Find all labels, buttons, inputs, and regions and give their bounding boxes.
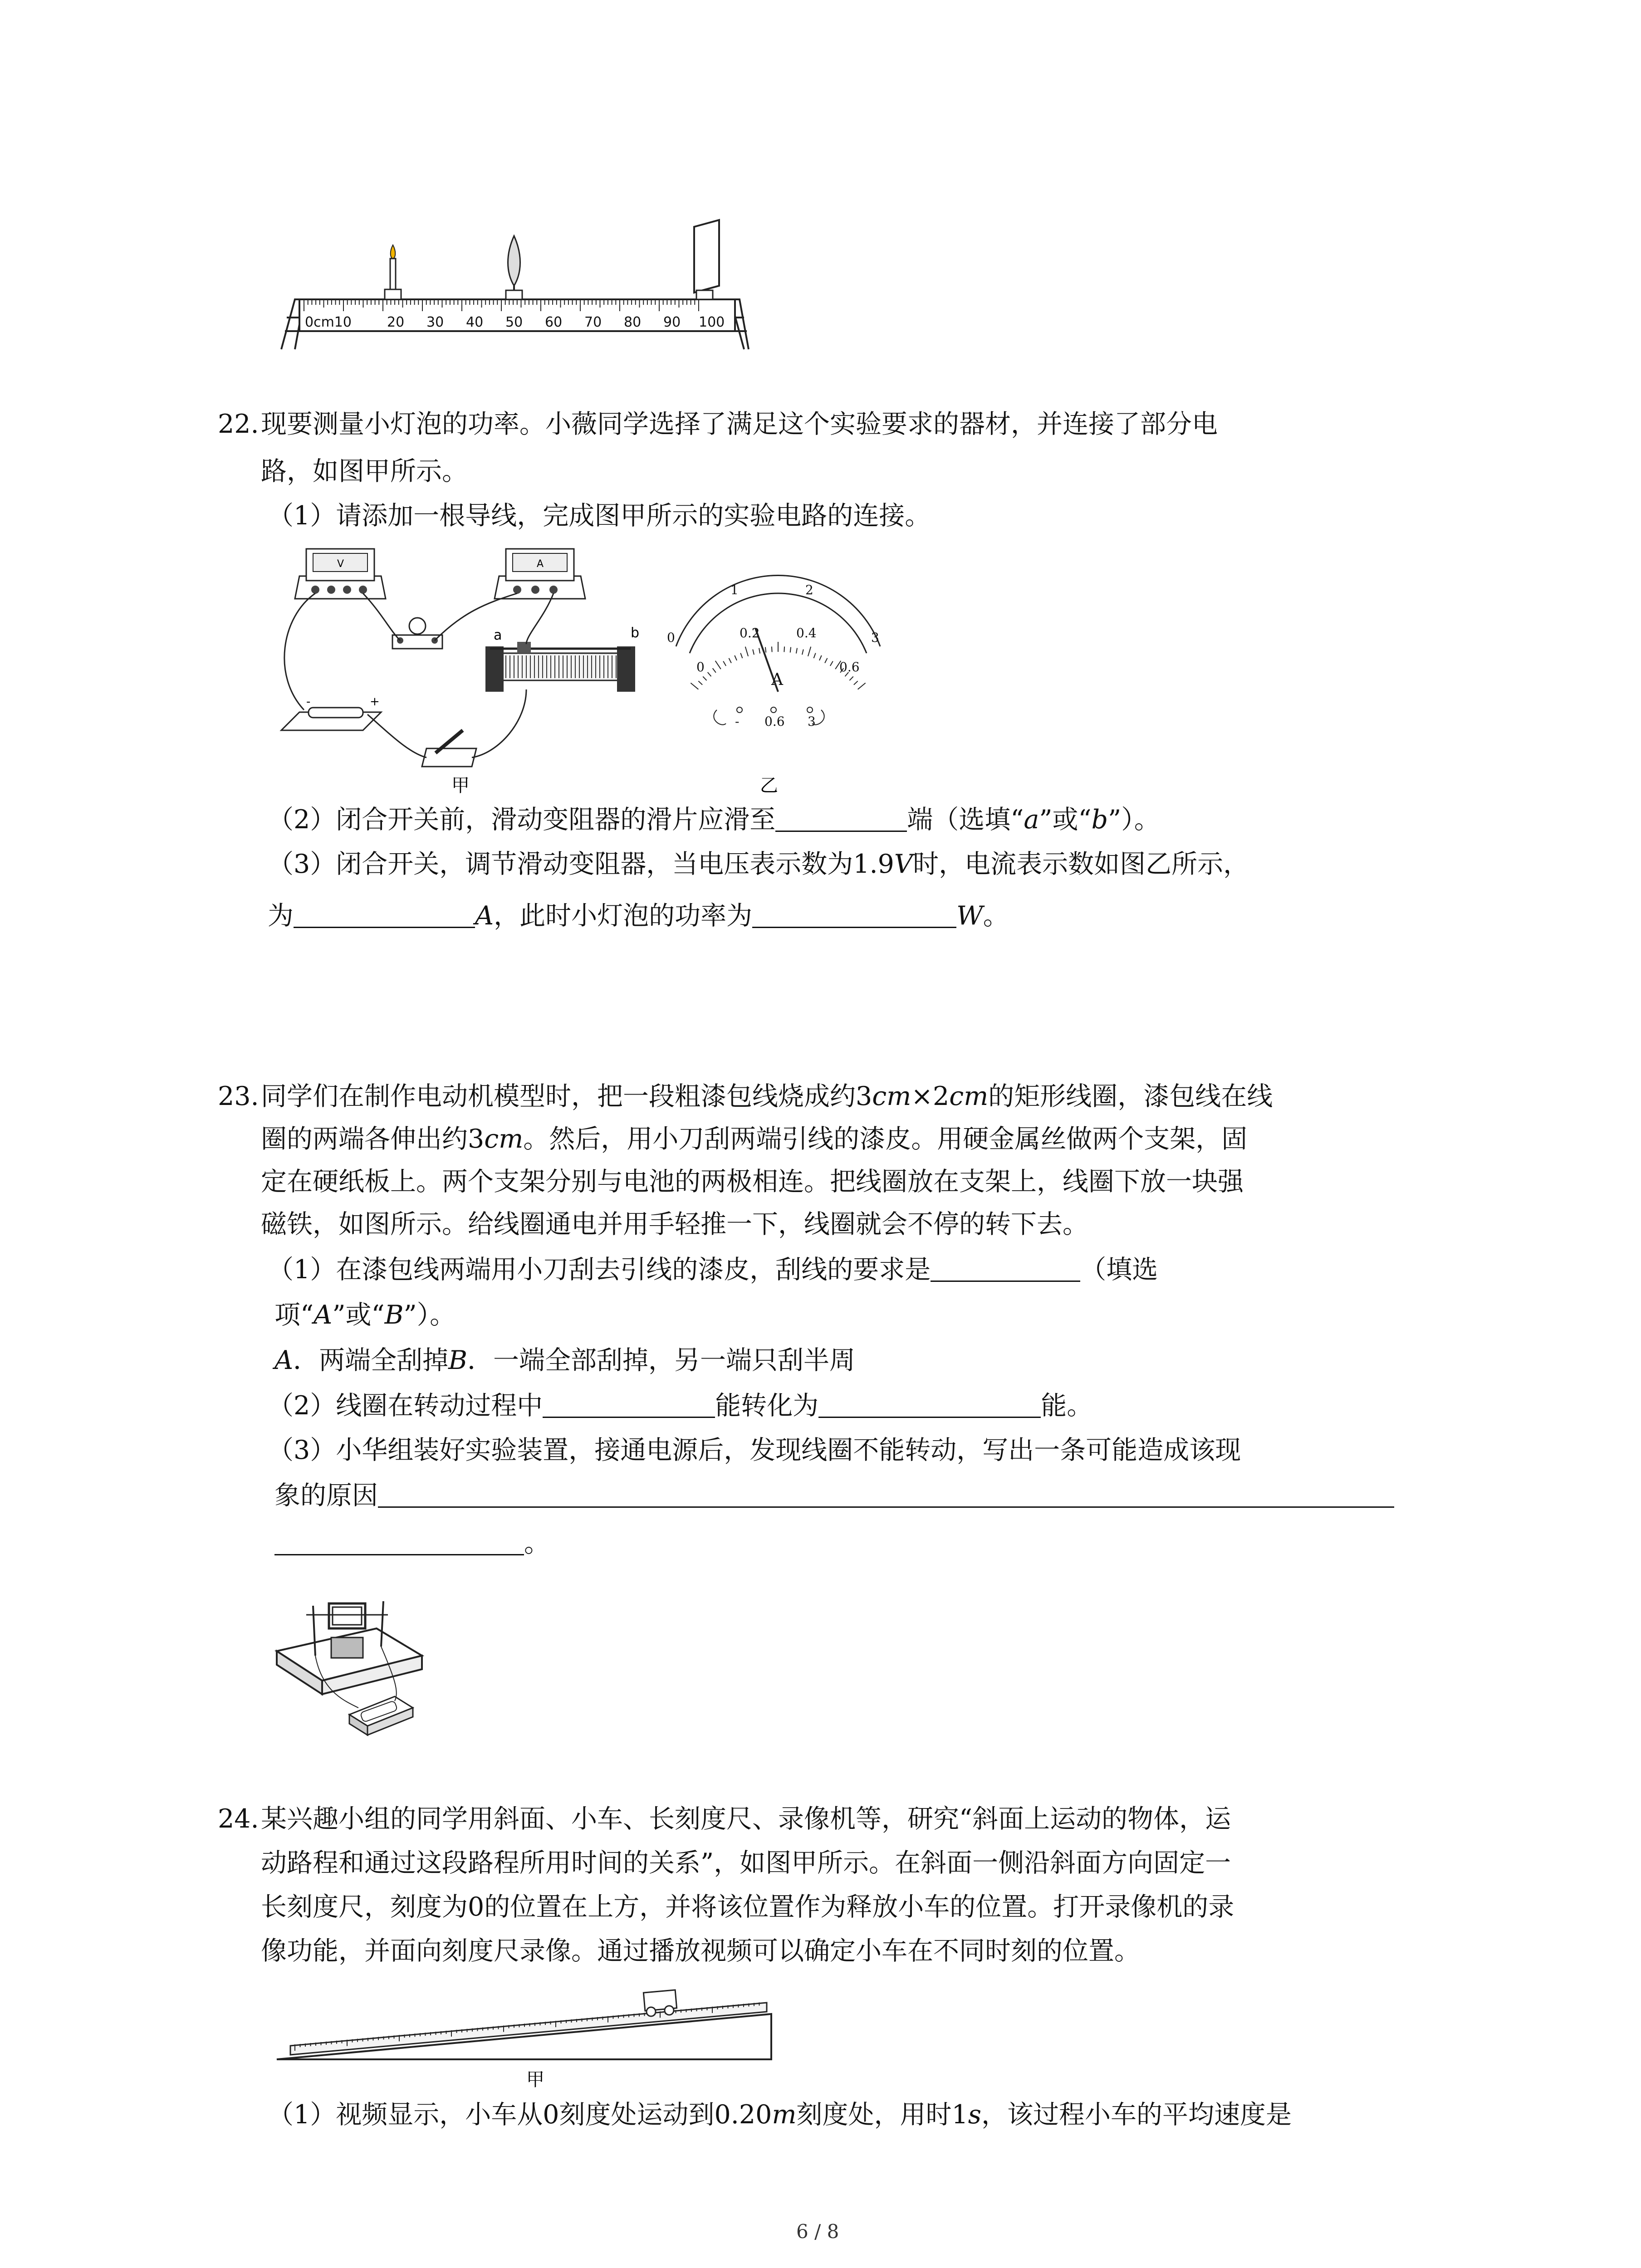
- ruler-label: 90: [663, 314, 681, 330]
- q22-unit-v: V: [894, 849, 913, 879]
- fig-jia-caption-incline: 甲: [526, 2069, 544, 2090]
- q24-number: 24.: [218, 1804, 259, 1834]
- q23-part1-end: ”）。: [403, 1300, 456, 1330]
- terminal-b-label: b: [631, 625, 640, 641]
- q24-part1-text2: 刻度处，用时1: [796, 2100, 968, 2130]
- q23-part1-text: （1）在漆包线两端用小刀刮去引线的漆皮，刮线的要求是: [268, 1255, 931, 1285]
- q24-unit-s: s: [968, 2100, 982, 2130]
- q22-part3-text2: 时，电流表示数如图乙所示，: [913, 849, 1249, 879]
- dial-terminal-3: 3: [808, 714, 816, 729]
- q24-part1-text: （1）视频显示，小车从0刻度处运动到0.20: [268, 2100, 772, 2130]
- ammeter-dial-figure-yi: [658, 574, 903, 796]
- q23-line1: [261, 1080, 1273, 1113]
- q23-line4: 磁铁，如图所示。给线圈通电并用手轻推一下，线圈就会不停的转下去。: [261, 1209, 1088, 1239]
- q23-opt-B-ref: B: [384, 1300, 404, 1330]
- dial-inner-0: 0: [696, 660, 705, 675]
- q22-unit-w: W: [956, 901, 983, 931]
- q23-opt-A-ref: A: [314, 1300, 333, 1330]
- dial-inner-06: 0.6: [839, 660, 860, 675]
- ruler-label: 20: [387, 314, 405, 330]
- q23-part1-mid: ”或“: [332, 1300, 385, 1330]
- voltmeter-icon: [295, 549, 386, 599]
- q22-part3-line2: [268, 899, 1009, 933]
- q23-answer-blank-energy2[interactable]: [818, 1389, 1041, 1418]
- q23-option-B-text: ．一端全部刮掉，另一端只刮半周: [467, 1345, 856, 1375]
- q23-answer-blank-scrape[interactable]: [931, 1253, 1080, 1282]
- q23-part3-reason: 象的原因: [274, 1481, 378, 1510]
- q23-part2-text2: 能转化为: [715, 1391, 819, 1421]
- ammeter-label: A: [537, 558, 544, 570]
- q24-part1: [268, 2098, 1292, 2131]
- ruler-label: 100: [699, 314, 725, 330]
- dial-outer-2: 2: [805, 582, 813, 597]
- q23-part1-xiang: 项“: [274, 1300, 314, 1330]
- q23-part3-line2: [274, 1479, 1394, 1512]
- q22-number: 22.: [218, 409, 259, 439]
- terminal-a-label: a: [494, 627, 502, 643]
- q24-unit-m: m: [772, 2100, 797, 2130]
- q22-unit-a: A: [475, 901, 494, 931]
- q23-option-B-letter: B: [448, 1345, 468, 1375]
- q23-options: [274, 1344, 855, 1377]
- q23-l1-b: ×2: [911, 1081, 950, 1111]
- dial-terminal-minus: -: [735, 714, 740, 729]
- q23-answer-blank-reason[interactable]: [378, 1479, 1394, 1508]
- q22-part2: [268, 803, 1160, 836]
- q22-part3-wei: 为: [268, 901, 294, 931]
- q22-answer-blank-current[interactable]: [294, 899, 475, 928]
- q23-l2-b: 。然后，用小刀刮两端引线的漆皮。用硬金属丝做两个支架，固: [523, 1124, 1248, 1154]
- q24-line1: 某兴趣小组的同学用斜面、小车、长刻度尺、录像机等，研究“斜面上运动的物体，运: [261, 1804, 1231, 1834]
- q23-part1-line2: [274, 1298, 456, 1332]
- q23-part2: [268, 1389, 1092, 1422]
- q23-option-A-text: ．两端全刮掉: [293, 1345, 449, 1375]
- q22-part3-text: （3）闭合开关，调节滑动变阻器，当电压表示数为1.9: [268, 849, 894, 879]
- ruler-label: 0cm10: [305, 314, 352, 330]
- bulb-icon: [392, 618, 442, 649]
- switch-icon: [422, 730, 476, 767]
- q22-answer-blank-terminal[interactable]: [775, 803, 907, 832]
- ruler-label: 60: [545, 314, 563, 330]
- q23-part2-text: （2）线圈在转动过程中: [268, 1391, 543, 1421]
- q23-line2: [261, 1122, 1247, 1156]
- q22-part1: （1）请添加一根导线，完成图甲所示的实验电路的连接。: [268, 501, 931, 531]
- ruler-label: 50: [505, 314, 523, 330]
- q22-answer-blank-power[interactable]: [752, 899, 956, 928]
- q23-l2-a: 圈的两端各伸出约3: [261, 1124, 485, 1154]
- ruler-label: 30: [426, 314, 444, 330]
- q24-line2: 动路程和通过这段路程所用时间的关系”，如图甲所示。在斜面一侧沿斜面方向固定一: [261, 1848, 1231, 1878]
- q23-part1-fill: （填选: [1080, 1255, 1158, 1285]
- q22-part3-line1: [268, 847, 1249, 881]
- q23-l1-a: 同学们在制作电动机模型时，把一段粗漆包线烧成约3: [261, 1081, 872, 1111]
- voltmeter-label: V: [337, 558, 344, 570]
- optical-bench-figure: [277, 218, 767, 354]
- q23-part1-line1: [268, 1253, 1158, 1286]
- battery-minus: -: [306, 695, 311, 709]
- q23-l2-cm: cm: [484, 1124, 524, 1154]
- ruler-label: 70: [584, 314, 602, 330]
- q22-option-a: a: [1024, 805, 1039, 835]
- dial-terminal-06: 0.6: [764, 714, 785, 729]
- q23-answer-blank-reason-cont[interactable]: [274, 1527, 524, 1555]
- q23-part3-end: 。: [524, 1528, 550, 1558]
- dial-outer-1: 1: [730, 582, 739, 597]
- q23-l1-cm2: cm: [949, 1081, 989, 1111]
- q22-stem-line1: 现要测量小灯泡的功率。小薇同学选择了满足这个实验要求的器材，并连接了部分电: [261, 409, 1218, 439]
- q23-part3-line3: [274, 1526, 550, 1560]
- q22-part3-power: ，此时小灯泡的功率为: [494, 901, 753, 931]
- ruler-label: 80: [624, 314, 642, 330]
- dial-inner-02: 0.2: [740, 626, 760, 640]
- q22-part2-text: （2）闭合开关前，滑动变阻器的滑片应滑至: [268, 805, 776, 835]
- q23-number: 23.: [218, 1081, 259, 1111]
- q23-answer-blank-energy1[interactable]: [543, 1389, 715, 1418]
- q22-stem-line2: 路，如图甲所示。: [261, 456, 468, 486]
- motor-model-figure: [272, 1588, 426, 1737]
- q23-part3-line1: （3）小华组装好实验装置，接通电源后，发现线圈不能转动，写出一条可能造成该现: [268, 1435, 1241, 1465]
- q22-part2-text2: 端（选填“: [907, 805, 1024, 835]
- dial-outer-3: 3: [871, 630, 879, 645]
- q22-option-b: b: [1091, 805, 1108, 835]
- q22-part2-mid: ”或“: [1039, 805, 1092, 835]
- q22-part2-end: ”）。: [1108, 805, 1160, 835]
- dial-unit: A: [771, 670, 783, 689]
- q23-l1-cm1: cm: [872, 1081, 911, 1111]
- q24-line3: 长刻度尺，刻度为0的位置在上方，并将该位置作为释放小车的位置。打开录像机的录: [261, 1892, 1234, 1922]
- dial-outer-0: 0: [667, 630, 675, 645]
- incline-figure-jia: [272, 1973, 780, 2091]
- q23-option-A-letter: A: [274, 1345, 294, 1375]
- fig-jia-caption: 甲: [451, 775, 470, 796]
- page-number: 6 / 8: [796, 2220, 839, 2243]
- dial-inner-04: 0.4: [796, 626, 817, 640]
- fig-yi-caption: 乙: [760, 775, 778, 796]
- q23-l1-c: 的矩形线圈，漆包线在线: [988, 1081, 1273, 1111]
- q24-line4: 像功能，并面向刻度尺录像。通过播放视频可以确定小车在不同时刻的位置。: [261, 1936, 1140, 1966]
- battery-plus: +: [370, 695, 380, 709]
- rheostat-icon: [485, 625, 639, 692]
- ammeter-icon: [495, 549, 585, 599]
- q22-part3-end: 。: [983, 901, 1009, 931]
- q24-part1-text3: ，该过程小车的平均速度是: [981, 2100, 1292, 2130]
- q23-line3: 定在硬纸板上。两个支架分别与电池的两极相连。把线圈放在支架上，线圈下放一块强: [261, 1167, 1244, 1197]
- q23-part2-end: 能。: [1041, 1391, 1093, 1421]
- ruler-label: 40: [466, 314, 484, 330]
